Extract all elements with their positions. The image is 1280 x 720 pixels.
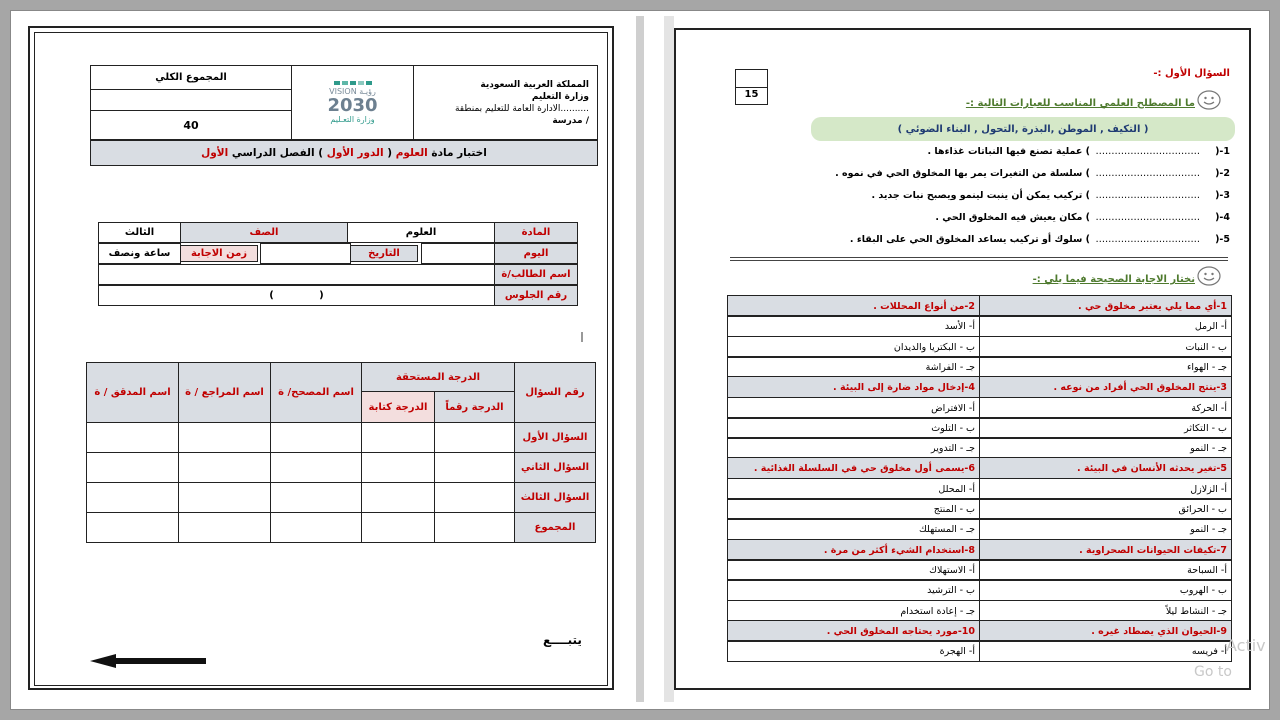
mcq-option[interactable]: جـ - الفراشة xyxy=(727,356,980,378)
mcq-option[interactable]: ب - التلوث xyxy=(727,417,980,439)
grade-cell[interactable] xyxy=(361,452,435,483)
written-grade-header: الدرجة كتابة xyxy=(361,391,435,423)
vision-logo xyxy=(291,65,414,140)
total-value: 40 xyxy=(90,110,292,140)
exam-title xyxy=(90,140,598,166)
school-info xyxy=(413,65,598,140)
mcq-option[interactable]: ب - النبات xyxy=(979,336,1232,358)
sec1-title: ما المصطلح العلمي المناسب للعبارات التالية :- xyxy=(965,98,1195,109)
auditor-header: اسم المدقق / ة xyxy=(86,362,179,423)
day-label: اليوم xyxy=(494,243,578,264)
school-label: مدرسة / xyxy=(552,115,589,126)
watermark-goto: Go to xyxy=(1194,664,1232,680)
subject-label: المادة xyxy=(494,222,578,243)
mcq-question: 3-ينتج المخلوق الحي أفراد من نوعه . xyxy=(979,376,1232,398)
grade-cell[interactable] xyxy=(434,482,515,513)
mcq-option[interactable]: أ- الاستهلاك xyxy=(727,559,980,581)
exam-term: الأول xyxy=(201,146,229,159)
grade-cell[interactable] xyxy=(270,512,362,543)
grade-label: الصف xyxy=(180,222,348,243)
question-number-header: رقم السؤال xyxy=(514,362,596,423)
logo-year: 2030 xyxy=(327,95,378,116)
mcq-option[interactable]: أ- فريسه xyxy=(979,640,1232,662)
text-cursor-mark xyxy=(581,332,583,342)
answer-blank[interactable]: …………………………… xyxy=(1095,190,1200,201)
mcq-option[interactable]: أ- السباحة xyxy=(979,559,1232,581)
date-value[interactable] xyxy=(260,243,351,264)
grade-cell[interactable] xyxy=(434,452,515,483)
mcq-question: 9-الحيوان الذي يصطاد غيره . xyxy=(979,620,1232,642)
grade-cell[interactable] xyxy=(361,482,435,513)
grade-cell[interactable] xyxy=(86,482,179,513)
grade-cell[interactable] xyxy=(361,422,435,453)
item-text: ) تركيب يمكن أن ينبت لينمو ويصبح نبات جديد . xyxy=(871,190,1090,201)
mcq-option[interactable]: ب - الحرائق xyxy=(979,498,1232,520)
answer-blank[interactable]: …………………………… xyxy=(1095,168,1200,179)
item-text: ) سلسلة من التغيرات يمر بها المخلوق الحي في نموه . xyxy=(835,168,1090,179)
mcq-question: 5-تغير يحدثه الأنسان في البيئة . xyxy=(979,457,1232,479)
mcq-option[interactable]: أ- الرمل xyxy=(979,315,1232,337)
mcq-option[interactable]: جـ - التدوير xyxy=(727,437,980,459)
kingdom-label: المملكة العربية السعودية xyxy=(480,79,589,90)
mcq-option[interactable]: جـ - المستهلك xyxy=(727,518,980,540)
mcq-option[interactable]: أ- الهجرة xyxy=(727,640,980,662)
mcq-option[interactable]: أ- الزلازل xyxy=(979,478,1232,500)
mcq-option[interactable]: جـ - النمو xyxy=(979,437,1232,459)
logo-text: رؤيـة xyxy=(359,87,376,96)
time-value: ساعة ونصف xyxy=(98,243,181,264)
corrector-header: اسم المصحح/ ة xyxy=(270,362,362,423)
score-value: 15 xyxy=(744,89,759,100)
mcq-question: 10-مورد يحتاجه المخلوق الحي . xyxy=(727,620,980,642)
answer-blank[interactable]: …………………………… xyxy=(1095,234,1200,245)
student-name-label: اسم الطالب/ة xyxy=(494,264,578,285)
grade-cell[interactable] xyxy=(178,452,271,483)
exam-paren-close: ) xyxy=(318,146,324,159)
seat-value[interactable]: ( ) xyxy=(98,285,495,306)
grade-cell[interactable] xyxy=(361,512,435,543)
grade-cell[interactable] xyxy=(434,422,515,453)
mcq-question: 4-إدخال مواد ضارة إلى البيئة . xyxy=(727,376,980,398)
mcq-question: 7-تكيفات الحيوانات الصحراوية . xyxy=(979,539,1232,561)
grade-row-label: السؤال الثاني xyxy=(514,452,596,483)
mcq-question: 2-من أنواع المحللات . xyxy=(727,295,980,317)
exam-paren-open: ( xyxy=(387,146,393,159)
grade-cell[interactable] xyxy=(86,452,179,483)
mcq-option[interactable]: ب - التكاثر xyxy=(979,417,1232,439)
item-number: 4-( xyxy=(1215,212,1230,223)
mcq-option[interactable]: جـ - النمو xyxy=(979,518,1232,540)
mcq-option[interactable]: ب - المنتج xyxy=(727,498,980,520)
grade-cell[interactable] xyxy=(86,422,179,453)
mcq-option[interactable]: ب - الهروب xyxy=(979,579,1232,601)
mcq-option[interactable]: أ- الأسد xyxy=(727,315,980,337)
seat-label: رقم الجلوس xyxy=(494,285,578,306)
student-name-field[interactable] xyxy=(98,264,495,285)
item-number: 2-( xyxy=(1215,168,1230,179)
page-gutter-right xyxy=(664,16,674,702)
sec2-title: نختار الاجابة الصحيحة فيما يلي :- xyxy=(1032,274,1195,285)
mcq-option[interactable]: أ- المحلل xyxy=(727,478,980,500)
smiley-icon-2 xyxy=(1197,266,1221,286)
mcq-option[interactable]: أ- الافتراض xyxy=(727,397,980,419)
answer-blank[interactable]: …………………………… xyxy=(1095,146,1200,157)
total-label: المجموع الكلي xyxy=(90,65,292,90)
reviewer-header: اسم المراجع / ة xyxy=(178,362,271,423)
numeric-grade-header: الدرجة رقماً xyxy=(434,391,515,423)
ministry-label: وزارة التعليم xyxy=(531,91,589,102)
mcq-option[interactable]: جـ - إعادة استخدام xyxy=(727,600,980,622)
grade-cell[interactable] xyxy=(270,422,362,453)
grade-row-label: السؤال الثالث xyxy=(514,482,596,513)
day-value[interactable] xyxy=(421,243,495,264)
arrow-left-icon[interactable] xyxy=(90,653,208,667)
logo-ministry: وزارة التعـليم xyxy=(330,115,375,124)
continue-label: يتبــــع xyxy=(543,633,582,647)
exam-round: الدور الأول xyxy=(326,146,384,159)
item-text: ) عملية تصنع فيها النباتات غذاءها . xyxy=(927,146,1090,157)
grade-cell[interactable] xyxy=(178,482,271,513)
score-box xyxy=(735,69,768,105)
mcq-option[interactable]: ب - الترشيد xyxy=(727,579,980,601)
time-label: زمن الاجابة xyxy=(180,245,258,262)
q1-title: السؤال الأول :- xyxy=(1153,68,1230,79)
item-text: ) سلوك أو تركيب يساعد المخلوق الحي على البقاء . xyxy=(849,234,1090,245)
exam-term-prefix: الفصل الدراسي xyxy=(231,146,315,159)
grade-cell[interactable] xyxy=(86,512,179,543)
exam-title-prefix: اختبار مادة xyxy=(431,146,487,159)
subject-value: العلوم xyxy=(347,222,495,243)
logo-dots-icon xyxy=(334,81,372,85)
item-number: 5-( xyxy=(1215,234,1230,245)
mcq-option[interactable]: أ- الحركة xyxy=(979,397,1232,419)
deserved-grade-header: الدرجة المستحقة xyxy=(361,362,515,392)
answer-blank[interactable]: …………………………… xyxy=(1095,212,1200,223)
section-divider xyxy=(730,257,1228,258)
section-divider-2 xyxy=(730,260,1228,261)
grade-cell[interactable] xyxy=(270,482,362,513)
mcq-question: 6-يسمى أول مخلوق حي في السلسلة الغذائية . xyxy=(727,457,980,479)
mcq-question: 8-استخدام الشيء أكثر من مرة . xyxy=(727,539,980,561)
grade-cell[interactable] xyxy=(178,422,271,453)
date-label: التاريخ xyxy=(350,245,418,262)
grade-cell[interactable] xyxy=(178,512,271,543)
word-bank: ( التكيف , الموطن ,البذرة ,التحول , البناء الضوئي ) xyxy=(811,117,1235,141)
mcq-option[interactable]: جـ - النشاط ليلاً xyxy=(979,600,1232,622)
administration-label: الادارة العامة للتعليم بمنطقة.......... xyxy=(454,103,589,114)
grade-row-label: السؤال الأول xyxy=(514,422,596,453)
item-number: 3-( xyxy=(1215,190,1230,201)
page-gutter xyxy=(636,16,644,702)
item-number: 1-( xyxy=(1215,146,1230,157)
grade-cell[interactable] xyxy=(270,452,362,483)
exam-subject: العلوم xyxy=(395,146,428,159)
grade-value: الثالث xyxy=(98,222,181,243)
smiley-icon xyxy=(1197,90,1221,110)
grade-cell[interactable] xyxy=(434,512,515,543)
item-text: ) مكان يعيش فيه المخلوق الحي . xyxy=(935,212,1090,223)
mcq-question: 1-أي مما يلي يعتبر مخلوق حي . xyxy=(979,295,1232,317)
mcq-option[interactable]: ب - البكتريا والديدان xyxy=(727,336,980,358)
mcq-option[interactable]: جـ - الهواء xyxy=(979,356,1232,378)
grade-row-label: المجموع xyxy=(514,512,596,543)
logo-vision: VISION xyxy=(329,87,357,96)
total-blank xyxy=(90,89,292,111)
watermark-activate: Activ xyxy=(1226,636,1266,655)
